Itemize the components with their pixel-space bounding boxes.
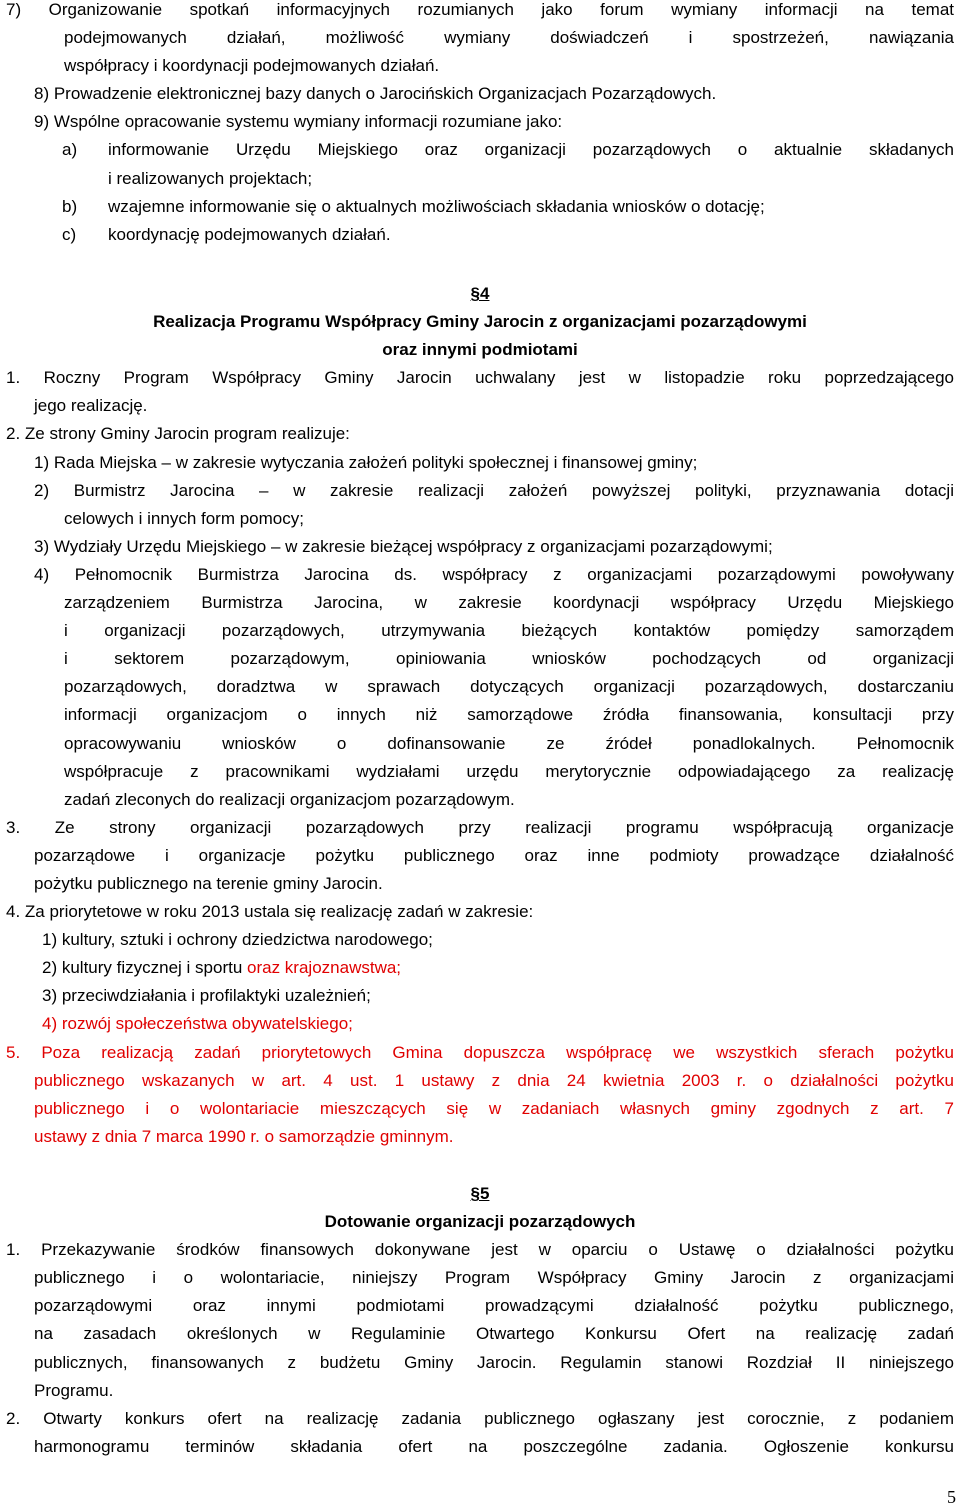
s5-p1-line2: publicznego i o wolontariacie, niniejszy Program Współpracy Gminy Jarocin z organizacjami	[34, 1268, 954, 1288]
section-4-title-line2: oraz innymi podmiotami	[382, 340, 578, 360]
s4-p2-item3: 3) Wydziały Urzędu Miejskiego – w zakresie bieżącej współpracy z organizacjami pozarządowymi;	[34, 536, 773, 556]
page-number: 5	[947, 1487, 956, 1507]
s5-p2-line1: 2. Otwarty konkurs ofert na realizację zadania publicznego ogłaszany jest corocznie, z podaniem	[6, 1408, 954, 1428]
s4-p2-item2-line2: celowych i innych form pomocy;	[64, 508, 304, 528]
s4-p2-item4-line3: i organizacji pozarządowych, utrzymywania bieżących kontaktów pomiędzy samorządem	[64, 621, 954, 641]
s4-p2-item4-line4: i sektorem pozarządowym, opiniowania wniosków pochodzących od organizacji	[64, 649, 954, 669]
section-5-symbol: §5	[470, 1184, 490, 1203]
s4-p2-item4-line1: 4) Pełnomocnik Burmistrza Jarocina ds. współpracy z organizacjami pozarządowymi powoływany	[34, 564, 954, 584]
s4-p2-item4-line7: opracowywaniu wniosków o dofinansowanie ze źródeł ponadlokalnych. Pełnomocnik	[64, 733, 954, 753]
s4-p3-line1: 3. Ze strony organizacji pozarządowych przy realizacji programu współpracują organizacje	[6, 817, 954, 837]
s4-p2-item4-line2: zarządzeniem Burmistrza Jarocina, w zakresie koordynacji współpracy Urzędu Miejskiego	[64, 593, 954, 613]
s4-p2-item4-line6: informacji organizacjom o innych niż samorządowe źródła finansowania, konsultacji przy	[64, 705, 954, 725]
item-9c-label: c)	[62, 224, 77, 244]
s4-p4-item2	[6, 954, 954, 982]
s4-p4-item2-text: 2) kultury fizycznej i sportu	[42, 958, 248, 978]
s4-p4-item1: 1) kultury, sztuki i ochrony dziedzictwa narodowego;	[42, 930, 433, 950]
s4-p2-item1: 1) Rada Miejska – w zakresie wytyczania założeń polityki społecznej i finansowej gminy;	[34, 452, 698, 472]
item-8: 8) Prowadzenie elektronicznej bazy danych o Jarocińskich Organizacjach Pozarządowych.	[34, 84, 717, 104]
s4-p3-line2: pozarządowe i organizacje pożytku publicznego oraz inne podmioty prowadzące działalność	[34, 845, 954, 865]
s4-p5-line1: 5. Poza realizacją zadań priorytetowych Gmina dopuszcza współpracę we wszystkich sferach pożytku	[6, 1042, 954, 1062]
item-9c-line1: koordynację podejmowanych działań.	[108, 224, 391, 244]
s4-p2-item4-line9: zadań zleconych do realizacji organizacjom pozarządowym.	[64, 789, 515, 809]
s4-p5-line3: publicznego i o wolontariacie mieszczących się w zadaniach własnych gminy zgodnych z art. 7	[34, 1098, 954, 1118]
item-7-line1: 7) Organizowanie spotkań informacyjnych rozumianych jako forum wymiany informacji na temat	[6, 0, 954, 19]
item-9a-line2: i realizowanych projektach;	[108, 168, 313, 188]
section-4-symbol: §4	[470, 284, 490, 303]
s4-p4-item4: 4) rozwój społeczeństwa obywatelskiego;	[42, 1014, 353, 1034]
s5-p1-line6: Programu.	[34, 1380, 114, 1400]
s4-p5-line4: ustawy z dnia 7 marca 1990 r. o samorządzie gminnym.	[34, 1126, 454, 1146]
s4-p4-item3: 3) przeciwdziałania i profilaktyki uzależnień;	[42, 986, 371, 1006]
s4-p2-item4-line8: współpracuje z pracownikami wydziałami urzędu merytorycznie odpowiadającego za realizację	[64, 761, 954, 781]
s4-p1-line2: jego realizację.	[34, 396, 148, 416]
item-9: 9) Wspólne opracowanie systemu wymiany informacji rozumiane jako:	[34, 112, 563, 132]
item-9a-line1: informowanie Urzędu Miejskiego oraz organizacji pozarządowych o aktualnie składanych	[108, 140, 954, 160]
item-9b	[6, 193, 954, 221]
section-4-title-line1: Realizacja Programu Współpracy Gminy Jarocin z organizacjami pozarządowymi	[153, 312, 807, 332]
s4-p4: 4. Za priorytetowe w roku 2013 ustala się realizację zadań w zakresie:	[6, 902, 534, 922]
s4-p5-line2: publicznego wskazanych w art. 4 ust. 1 ustawy z dnia 24 kwietnia 2003 r. o działalności pożytku	[34, 1070, 954, 1090]
item-9a	[6, 136, 954, 192]
item-9b-line1: wzajemne informowanie się o aktualnych możliwościach składania wniosków o dotację;	[108, 196, 765, 216]
item-9c	[6, 221, 954, 249]
s4-p4-item2-added-text: oraz krajoznawstwa;	[247, 958, 402, 978]
item-9a-label: a)	[62, 140, 78, 160]
s5-p2-line2: harmonogramu terminów składania ofert na poszczególne zadania. Ogłoszenie konkursu	[34, 1436, 954, 1456]
s5-p1-line3: pozarządowymi oraz innymi podmiotami prowadzącymi działalność pożytku publicznego,	[34, 1296, 954, 1316]
s5-p1-line5: publicznych, finansowanych z budżetu Gminy Jarocin. Regulamin stanowi Rozdział II niniejszego	[34, 1352, 954, 1372]
section-4	[6, 280, 954, 1151]
item-7-line3: współpracy i koordynacji podejmowanych działań.	[64, 56, 440, 76]
s5-p1-line4: na zasadach określonych w Regulaminie Otwartego Konkursu Ofert na realizację zadań	[34, 1324, 954, 1344]
s4-p2-item2-line1: 2) Burmistrz Jarocina – w zakresie realizacji założeń powyższej polityki, przyznawania dotacji	[34, 480, 954, 500]
section-5	[6, 1180, 954, 1461]
s5-p1-line1: 1. Przekazywanie środków finansowych dokonywane jest w oparciu o Ustawę o działalności pożytku	[6, 1240, 954, 1260]
s4-p2: 2. Ze strony Gminy Jarocin program realizuje:	[6, 424, 350, 444]
item-9b-label: b)	[62, 196, 78, 216]
s4-p2-item4-line5: pozarządowych, doradztwa w sprawach dotyczących organizacji pozarządowych, dostarczaniu	[64, 677, 954, 697]
item-7-line2: podejmowanych działań, możliwość wymiany doświadczeń i spostrzeżeń, nawiązania	[64, 28, 954, 48]
s4-p1-line1: 1. Roczny Program Współpracy Gminy Jarocin uchwalany jest w listopadzie roku poprzedzającego	[6, 368, 954, 388]
section-5-title: Dotowanie organizacji pozarządowych	[324, 1212, 636, 1232]
s4-p3-line3: pożytku publicznego na terenie gminy Jarocin.	[34, 873, 383, 893]
